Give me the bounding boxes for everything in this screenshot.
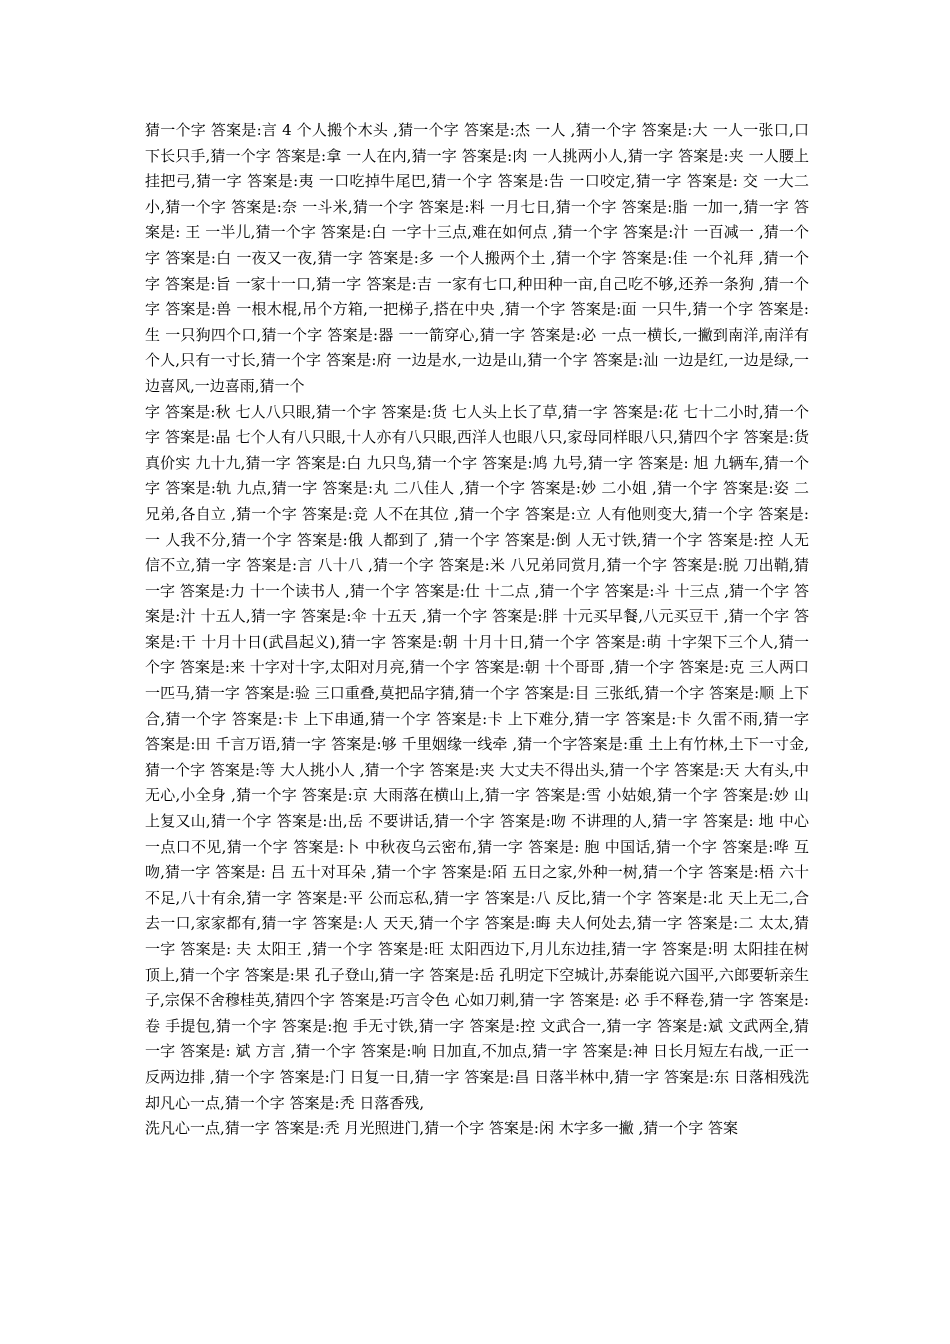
paragraph-2: 字 答案是:秋 七人八只眼,猜一个字 答案是:货 七人头上长了草,猜一字 答案是:花 七十二小时,猜一个字 答案是:晶 七个人有八只眼,十人亦有八只眼,西洋人也眼八只,家母同样眼八只,猜四个字 答案是:货真价实 九十九,猜一字 答案是:白 九只鸟,猜一个字 答案是:鸠 九号,猜一字 答案是: 旭 九辆车,猜一个字 答案是:轨 九点,猜一字 答案是:丸 二八佳人 ,猜一个字 答案是:妙 二小姐 ,猜一个字 答案是:姿 二兄弟,各自立 ,猜一个字 答案是:竞 人不在其位 ,猜一个字 答案是:立 人有他则变大,猜一个字 答案是:一 人我不分,猜一个字 答案是:俄 人都到了 ,猜一个字 答案是:倒 人无寸铁,猜一个字 答案是:控 人无信不立,猜一字 答案是:言 八十八 ,猜一个字 答案是:米 八兄弟同赏月,猜一个字 答案是:脱 刀出鞘,猜一字 答案是:力 十一个读书人 ,猜一个字 答案是:仕 十二点 ,猜一个字 答案是:斗 十三点 ,猜一个字 答案是:汁 十五人,猜一字 答案是:伞 十五天 ,猜一个字 答案是:胖 十元买早餐,八元买豆干 ,猜一个字 答案是:干 十月十日(武昌起义),猜一字 答案是:朝 十月十日,猜一个字 答案是:萌 十字架下三个人,猜一个字 答案是:来 十字对十字,太阳对月亮,猜一个字 答案是:朝 十个哥哥 ,猜一个字 答案是:克 三人两口一匹马,猜一字 答案是:验 三口重叠,莫把品字猜,猜一个字 答案是:目 三张纸,猜一个字 答案是:顺 上下合,猜一个字 答案是:卡 上下串通,猜一个字 答案是:卡 上下难分,猜一字 答案是:卡 久雷不雨,猜一字 答案是:田 千言万语,猜一字 答案是:够 千里姻缘一线牵 ,猜一个字答案是:重 土上有竹林,土下一寸金,猜一个字 答案是:等 大人挑小人 ,猜一个字 答案是:夹 大丈夫不得出头,猜一个字 答案是:天 大有头,中无心,小全身 ,猜一个字 答案是:京 大雨落在横山上,猜一字 答案是:雪 小姑娘,猜一个字 答案是:妙 山上复又山,猜一个字 答案是:出,岳 不要讲话,猜一个字 答案是:吻 不讲理的人,猜一字 答案是: 地 中心一点口不见,猜一个字 答案是:卜 中秋夜乌云密布,猜一字 答案是: 胞 中国话,猜一个字 答案是:哗 互吻,猜一字 答案是: 吕 五十对耳朵 ,猜一个字 答案是:陌 五日之家,外种一树,猜一个字 答案是:梧 六十不足,八十有余,猜一字 答案是:平 公而忘私,猜一字 答案是:八 反比,猜一个字 答案是:北 天上无二,合去一口,家家都有,猜一字 答案是:人 天天,猜一个字 答案是:晦 夫人何处去,猜一字 答案是:二 太太,猜一字 答案是: 夫 太阳王 ,猜一个字 答案是:旺 太阳西边下,月儿东边挂,猜一字 答案是:明 太阳挂在树顶上,猜一个字 答案是:果 孔子登山,猜一字 答案是:岳 孔明定下空城计,苏秦能说六国平,六郎要斩亲生子,宗保不舍穆桂英,猜四个字 答案是:巧言令色 心如刀刺,猜一字 答案是: 必 手不释卷,猜一字 答案是: 卷 手提包,猜一个字 答案是:抱 手无寸铁,猜一字 答案是:控 文武合一,猜一字 答案是:斌 文武两全,猜一字 答案是: 斌 方言 ,猜一个字 答案是:响 日加直,不加点,猜一字 答案是:神 日长月短左右战,一正一反两边排 ,猜一个字 答案是:门 日复一日,猜一字 答案是:昌 日落半林中,猜一字 答案是:东 日落相残洗却凡心一点,猜一个字 答案是:秃 日落香残, bbox=[145, 402, 809, 1112]
document-page bbox=[145, 118, 809, 1142]
paragraph-1: 猜一个字 答案是:言 4 个人搬个木头 ,猜一个字 答案是:杰 一人 ,猜一个字 答案是:大 一人一张口,口下长只手,猜一个字 答案是:拿 一人在内,猜一字 答案是:肉 一人挑两小人,猜一字 答案是:夹 一人腰上挂把弓,猜一字 答案是:夷 一口吃掉牛尾巴,猜一个字 答案是:告 一口咬定,猜一字 答案是: 交 一大二小,猜一个字 答案是:奈 一斗米,猜一个字 答案是:料 一月七日,猜一个字 答案是:脂 一加一,猜一字 答案是: 王 一半儿,猜一个字 答案是:白 一字十三点,难在如何点 ,猜一个字 答案是:汁 一百减一 ,猜一个字 答案是:白 一夜又一夜,猜一字 答案是:多 一个人搬两个土 ,猜一个字 答案是:佳 一个礼拜 ,猜一个字 答案是:旨 一家十一口,猜一字 答案是:吉 一家有七口,种田种一亩,自己吃不够,还养一条狗 ,猜一个字 答案是:兽 一根木棍,吊个方箱,一把梯子,搭在中央 ,猜一个字 答案是:面 一只牛,猜一个字 答案是:生 一只狗四个口,猜一个字 答案是:器 一一箭穿心,猜一字 答案是:必 一点一横长,一撇到南洋,南洋有个人,只有一寸长,猜一个字 答案是:府 一边是水,一边是山,猜一个字 答案是:汕 一边是红,一边是绿,一边喜风,一边喜雨,猜一个 bbox=[145, 121, 809, 395]
paragraph-3: 洗凡心一点,猜一字 答案是:秃 月光照进门,猜一个字 答案是:闲 木字多一撇 ,猜一个字 答案 bbox=[145, 1119, 739, 1138]
